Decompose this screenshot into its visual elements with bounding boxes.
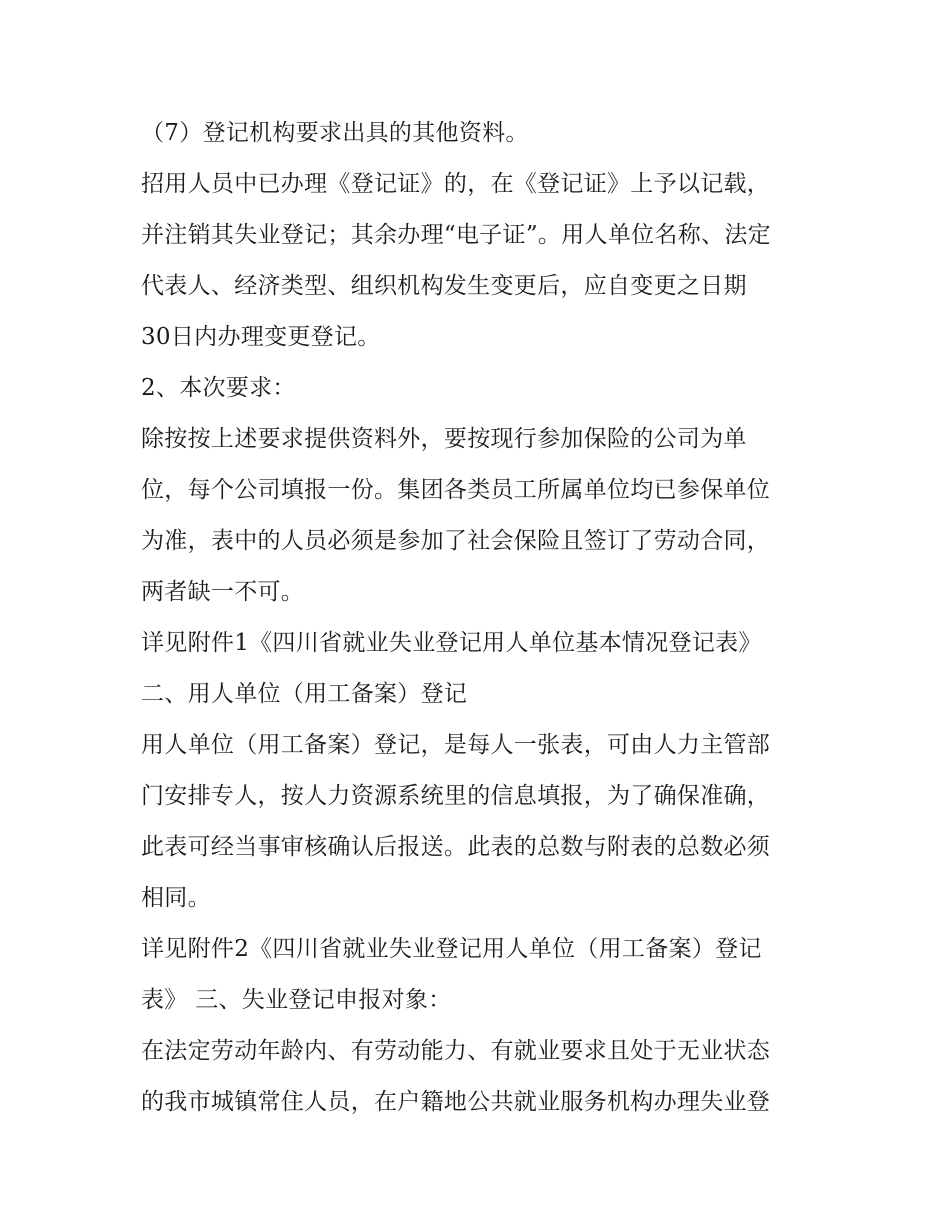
text-line: 位，每个公司填报一份。集团各类员工所属单位均已参保单位	[141, 477, 771, 503]
text-line: 在法定劳动年龄内、有劳动能力、有就业要求且处于无业状态	[141, 1038, 771, 1064]
text-line: 相同。	[141, 885, 211, 911]
text-line: 此表可经当事审核确认后报送。此表的总数与附表的总数必须	[141, 834, 771, 860]
text-line: （7）登记机构要求出具的其他资料。	[141, 120, 529, 146]
attachment-reference: 详见附件1《四川省就业失业登记用人单位基本情况登记表》	[141, 630, 762, 656]
attachment-reference: 详见附件2《四川省就业失业登记用人单位（用工备案）登记	[141, 936, 762, 962]
text-line: 的我市城镇常住人员，在户籍地公共就业服务机构办理失业登	[141, 1089, 771, 1115]
text-line: 门安排专人，按人力资源系统里的信息填报，为了确保准确，	[141, 783, 771, 809]
text-line: 除按按上述要求提供资料外，要按现行参加保险的公司为单	[141, 426, 747, 452]
text-line: 并注销其失业登记；其余办理“电子证”。用人单位名称、法定	[141, 222, 771, 248]
text-line: 用人单位（用工备案）登记，是每人一张表，可由人力主管部	[141, 732, 771, 758]
text-line: 招用人员中已办理《登记证》的，在《登记证》上予以记载，	[141, 171, 771, 197]
text-line: 为准，表中的人员必须是参加了社会保险且签订了劳动合同，	[141, 528, 771, 554]
text-line: 表》 三、失业登记申报对象：	[141, 987, 452, 1013]
text-line: 代表人、经济类型、组织机构发生变更后，应自变更之日期	[141, 273, 747, 299]
text-line: 30日内办理变更登记。	[141, 324, 381, 350]
document-body	[141, 108, 821, 1128]
section-heading: 二、用人单位（用工备案）登记	[141, 681, 468, 707]
section-heading: 2、本次要求：	[141, 375, 296, 401]
text-line: 两者缺一不可。	[141, 579, 305, 605]
